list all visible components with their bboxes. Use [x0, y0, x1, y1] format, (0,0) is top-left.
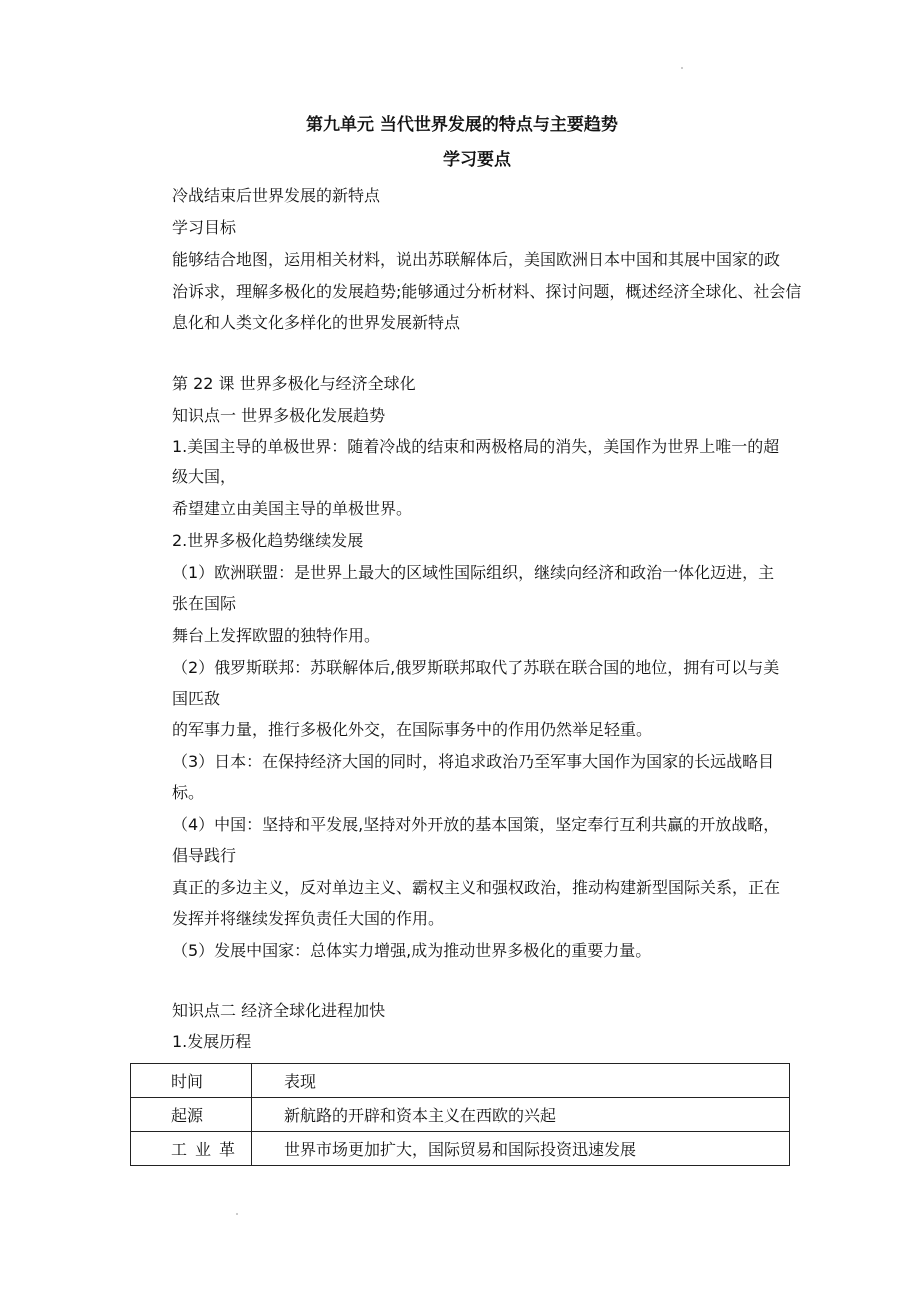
kp1-line: 标。 [172, 783, 205, 802]
scan-dot [236, 1213, 238, 1215]
goal-label: 学习目标 [172, 218, 237, 237]
history-table [130, 1063, 790, 1166]
kp1-line: （5）发展中国家：总体实力增强,成为推动世界多极化的重要力量。 [172, 941, 652, 960]
subtitle: 学习要点 [443, 150, 511, 170]
kp1-line: 国匹敌 [172, 689, 221, 708]
goal-line: 能够结合地图，运用相关材料，说出苏联解体后，美国欧洲日本中国和其展中国家的政 [172, 250, 781, 269]
kp1-line: 舞台上发挥欧盟的独特作用。 [172, 626, 381, 645]
kp1-line: （3）日本：在保持经济大国的同时，将追求政治乃至军事大国作为国家的长远战略目 [172, 752, 775, 771]
kp1-line: （4）中国：坚持和平发展,坚持对外开放的基本国策，坚定奉行互利共赢的开放战略， [172, 815, 780, 834]
table-cell: 起源 [131, 1098, 252, 1132]
kp1-line: 希望建立由美国主导的单极世界。 [172, 499, 413, 518]
unit-title: 第九单元 当代世界发展的特点与主要趋势 [306, 115, 618, 135]
kp1-line: 真正的多边主义，反对单边主义、霸权主义和强权政治，推动构建新型国际关系，正在 [172, 878, 781, 897]
kp1-line: 级大国， [172, 467, 237, 486]
kp1-line: 发挥并将继续发挥负责任大国的作用。 [172, 909, 445, 928]
table-header-cell: 表现 [252, 1064, 790, 1098]
table-row [131, 1132, 790, 1166]
table-cell: 新航路的开辟和资本主义在西欧的兴起 [252, 1098, 790, 1132]
table-cell: 工业革 [131, 1132, 252, 1166]
table-cell: 世界市场更加扩大，国际贸易和国际投资迅速发展 [252, 1132, 790, 1166]
scan-dot [681, 67, 683, 69]
kp2-title: 知识点二 经济全球化进程加快 [172, 1001, 386, 1020]
section-heading: 冷战结束后世界发展的新特点 [172, 186, 381, 205]
table-header-cell: 时间 [131, 1064, 252, 1098]
kp1-line: 1.美国主导的单极世界：随着冷战的结束和两极格局的消失，美国作为世界上唯一的超 [172, 437, 780, 456]
kp1-line: 的军事力量，推行多极化外交，在国际事务中的作用仍然举足轻重。 [172, 720, 653, 739]
kp2-subtitle: 1.发展历程 [172, 1032, 252, 1051]
table-header-row [131, 1064, 790, 1098]
goal-line: 息化和人类文化多样化的世界发展新特点 [172, 313, 461, 332]
kp1-line: 张在国际 [172, 594, 237, 613]
kp1-title: 知识点一 世界多极化发展趋势 [172, 406, 386, 425]
kp1-line: 倡导践行 [172, 846, 237, 865]
lesson-title: 第 22 课 世界多极化与经济全球化 [172, 374, 416, 393]
goal-line: 治诉求，理解多极化的发展趋势;能够通过分析材料、探讨问题，概述经济全球化、社会信 [172, 282, 802, 301]
kp1-line: 2.世界多极化趋势继续发展 [172, 531, 364, 550]
table-row [131, 1098, 790, 1132]
kp1-line: （1）欧洲联盟：是世界上最大的区域性国际组织，继续向经济和政治一体化迈进，主 [172, 563, 775, 582]
kp1-line: （2）俄罗斯联邦：苏联解体后,俄罗斯联邦取代了苏联在联合国的地位，拥有可以与美 [172, 658, 780, 677]
